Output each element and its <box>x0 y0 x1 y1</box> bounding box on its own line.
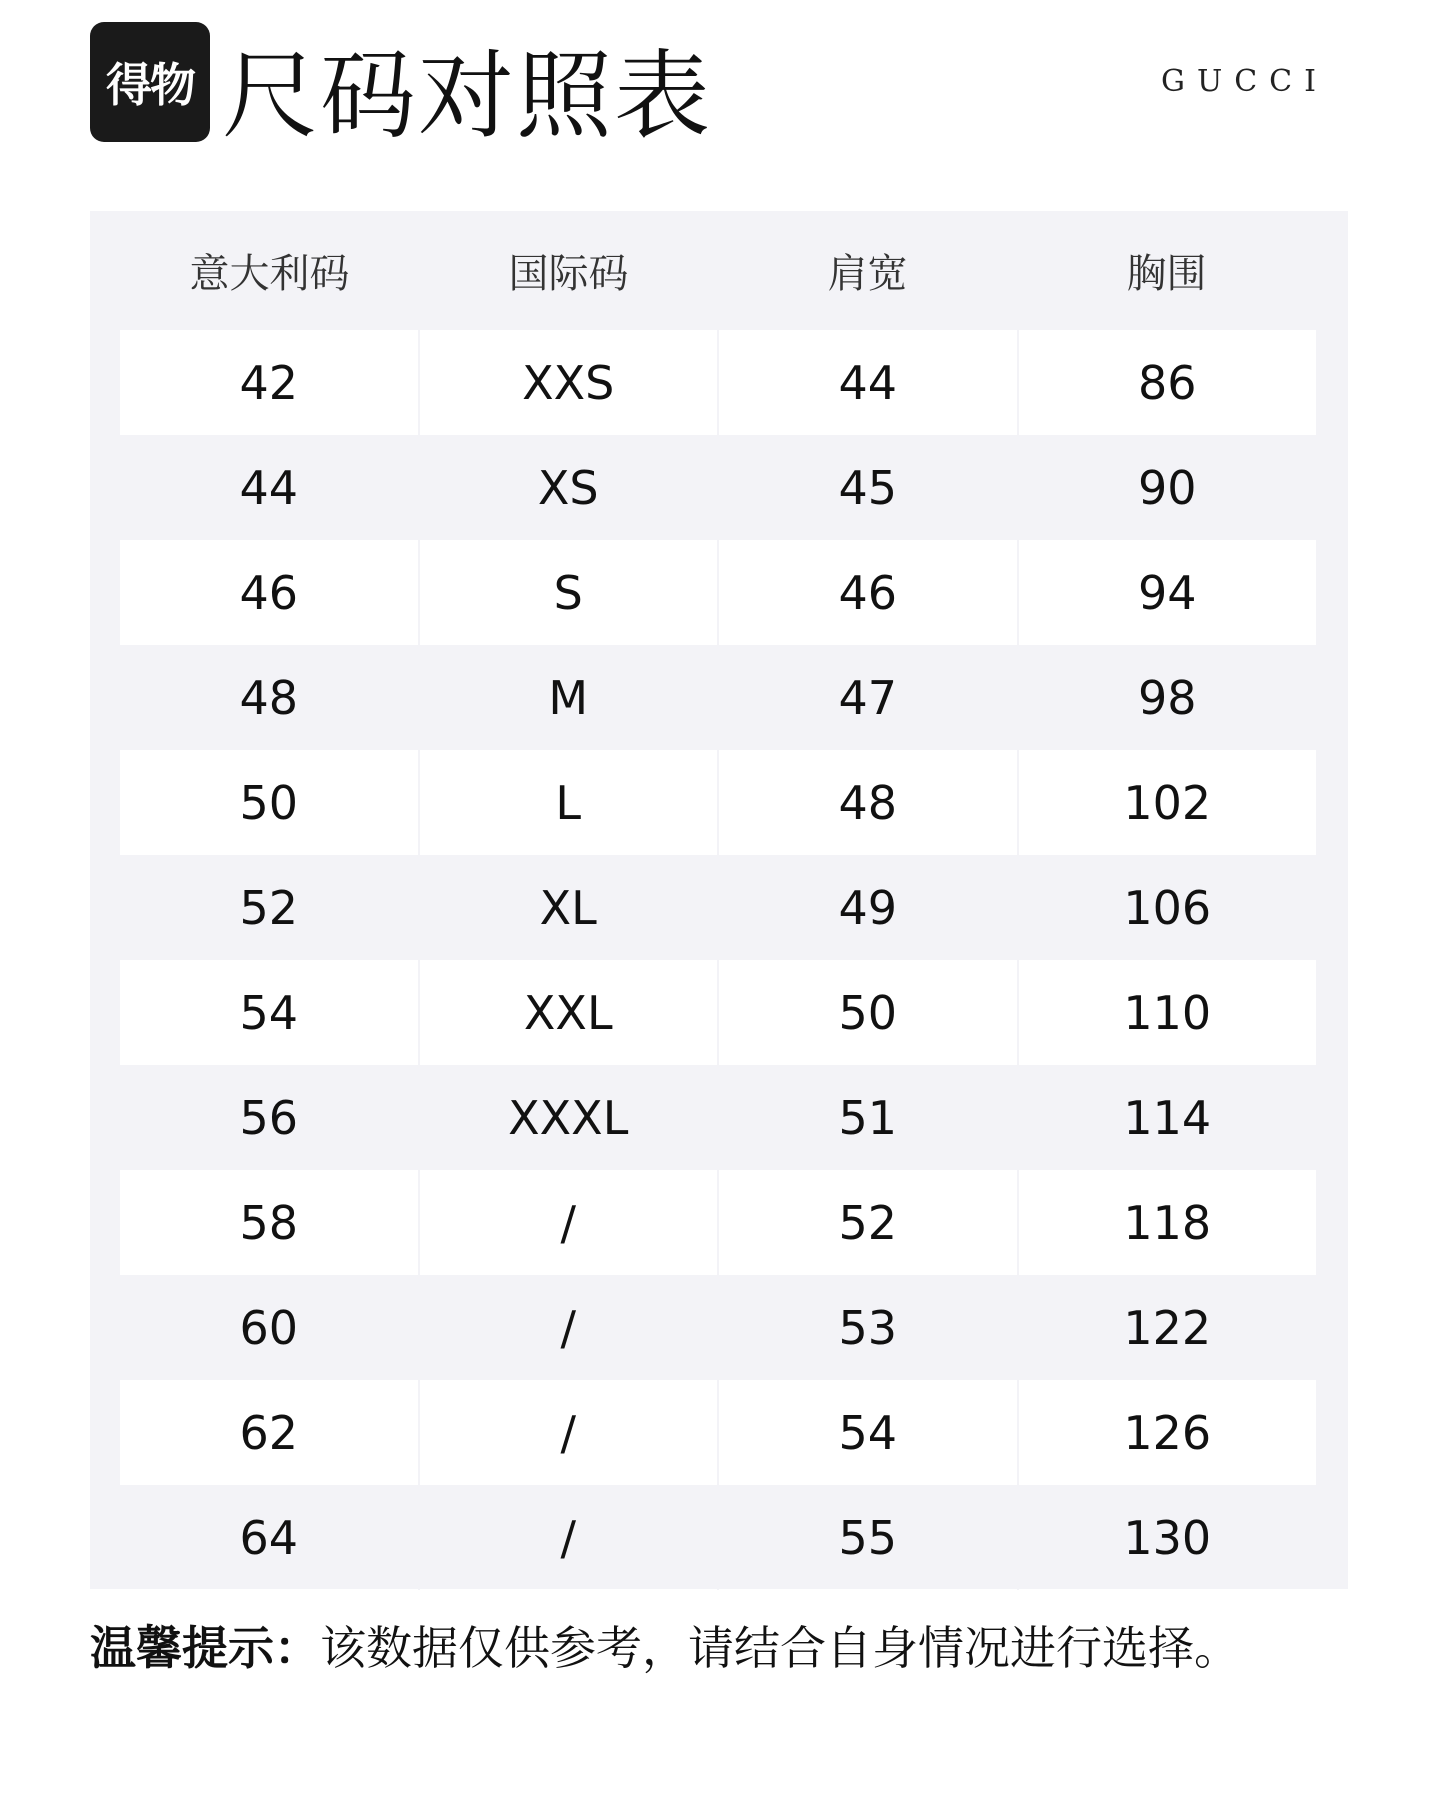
table-cell: 122 <box>1123 1300 1212 1355</box>
table-cell: L <box>420 750 720 855</box>
table-cell: 44 <box>719 330 1019 435</box>
table-cell: 60 <box>120 1275 420 1380</box>
table-cell: 114 <box>1123 1090 1212 1145</box>
table-cell: / <box>420 1485 720 1590</box>
table-cell: 102 <box>1019 750 1317 855</box>
table-cell: M <box>420 645 720 750</box>
table-row <box>120 435 1316 540</box>
table-cell: 53 <box>719 1275 1019 1380</box>
table-cell: XXL <box>420 960 720 1065</box>
size-chart-table <box>90 211 1348 1589</box>
app-logo <box>90 22 210 142</box>
brand-name: GUCCI <box>1160 64 1328 99</box>
column-header-shoulder-width: 肩宽 <box>827 250 908 297</box>
table-cell: 52 <box>719 1170 1019 1275</box>
table-cell: 50 <box>120 750 420 855</box>
table-cell: 86 <box>1019 330 1317 435</box>
table-cell: / <box>420 1380 720 1485</box>
table-cell: 98 <box>1137 670 1197 725</box>
table-cell: 44 <box>120 435 420 540</box>
table-cell: XL <box>420 855 720 960</box>
table-row <box>120 1380 1316 1485</box>
table-cell: 42 <box>120 330 420 435</box>
table-cell: 46 <box>120 540 420 645</box>
table-row <box>120 645 1316 750</box>
table-cell: 48 <box>719 750 1019 855</box>
table-cell: 94 <box>1019 540 1317 645</box>
table-cell: 46 <box>719 540 1019 645</box>
table-cell: 130 <box>1123 1510 1212 1565</box>
table-row <box>120 960 1316 1065</box>
column-header-international-size: 国际码 <box>508 250 629 297</box>
table-cell: 58 <box>120 1170 420 1275</box>
table-cell: 54 <box>719 1380 1019 1485</box>
table-cell: 52 <box>120 855 420 960</box>
table-cell: 48 <box>120 645 420 750</box>
table-cell: 106 <box>1123 880 1212 935</box>
table-cell: S <box>420 540 720 645</box>
column-header-chest: 胸围 <box>1126 250 1207 297</box>
table-cell: 51 <box>719 1065 1019 1170</box>
table-row <box>120 1170 1316 1275</box>
table-cell: 110 <box>1019 960 1317 1065</box>
column-header-italian-size: 意大利码 <box>189 250 350 297</box>
table-header <box>120 211 1316 329</box>
table-cell: 126 <box>1019 1380 1317 1485</box>
table-row <box>120 750 1316 855</box>
table-cell: 50 <box>719 960 1019 1065</box>
table-row <box>120 540 1316 645</box>
tip-note <box>90 1612 1240 1678</box>
table-cell: XXS <box>420 330 720 435</box>
table-cell: / <box>420 1275 720 1380</box>
table-cell: / <box>420 1170 720 1275</box>
table-cell: 62 <box>120 1380 420 1485</box>
table-cell: 49 <box>719 855 1019 960</box>
table-row <box>120 1485 1316 1590</box>
table-row <box>120 1065 1316 1170</box>
table-row <box>120 855 1316 960</box>
table-cell: 55 <box>719 1485 1019 1590</box>
logo-text: 得物 <box>106 58 194 112</box>
table-cell: 54 <box>120 960 420 1065</box>
table-cell: 118 <box>1019 1170 1317 1275</box>
tip-label: 温馨提示： <box>90 1621 320 1675</box>
table-cell: 56 <box>120 1065 420 1170</box>
page-title: 尺码对照表 <box>222 40 712 152</box>
table-cell: XS <box>420 435 720 540</box>
tip-text: 该数据仅供参考，请结合自身情况进行选择。 <box>320 1621 1240 1675</box>
table-cell: 47 <box>719 645 1019 750</box>
table-cell: 45 <box>719 435 1019 540</box>
table-row <box>120 1275 1316 1380</box>
table-cell: 64 <box>120 1485 420 1590</box>
table-cell: XXXL <box>420 1065 720 1170</box>
table-cell: 90 <box>1137 460 1197 515</box>
table-body <box>120 330 1316 1590</box>
table-row <box>120 330 1316 435</box>
